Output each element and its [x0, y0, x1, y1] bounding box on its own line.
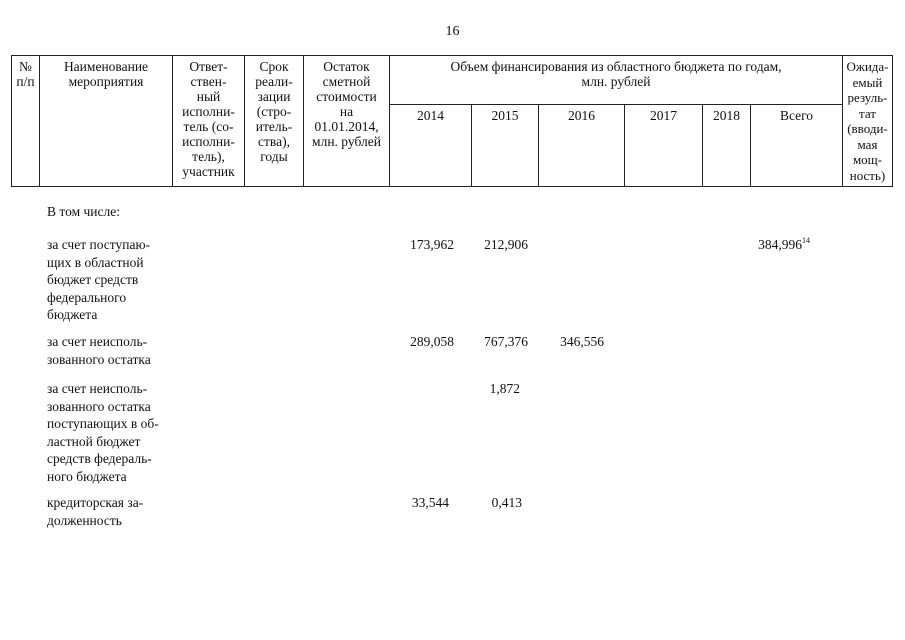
row-payables-2014: 33,544 [411, 495, 449, 510]
header-col-name: Наименование мероприятия [40, 56, 173, 187]
row-unused-balance-2014: 289,058 [410, 334, 454, 349]
row-label-payables: кредиторская за- долженность [47, 495, 144, 528]
row-label-unused-balance: за счет неисполь- зованного остатка [47, 334, 151, 367]
row-payables-2015: 0,413 [491, 495, 522, 510]
section-label: В том числе: [47, 204, 120, 219]
header-col-term: Срок реали- зации (стро- итель- ства), годы [245, 56, 304, 187]
row-unused-balance-2016: 346,556 [560, 334, 604, 349]
header-year-2018: 2018 [703, 105, 751, 187]
footnote-marker: 14 [802, 236, 810, 245]
header-year-2014: 2014 [390, 105, 472, 187]
row-label-federal: за счет поступаю- щих в областной бюджет средств федерального бюджета [47, 237, 151, 323]
header-col-total: Всего [751, 105, 843, 187]
row-federal-2014: 173,962 [410, 237, 454, 252]
header-year-2017: 2017 [625, 105, 703, 187]
header-col-number: № п/п [12, 56, 40, 187]
header-col-responsible: Ответ- ствен- ный исполни- тель (со- исполни- тель), участник [173, 56, 245, 187]
row-unused-balance-2015: 767,376 [484, 334, 528, 349]
header-col-financing: Объем финансирования из областного бюджета по годам, млн. рублей [390, 56, 843, 105]
header-col-result: Ожида- емый резуль- тат (вводи- мая мощ- ность) [843, 56, 893, 187]
header-year-2015: 2015 [472, 105, 539, 187]
row-federal-total-value: 384,996 [758, 237, 802, 252]
row-federal-2015: 212,906 [484, 237, 528, 252]
header-col-balance: Остаток сметной стоимости на 01.01.2014, млн. рублей [304, 56, 390, 187]
page-number: 16 [445, 24, 460, 39]
row-label-unused-federal: за счет неисполь- зованного остатка поступающих в об- ластной бюджет средств федераль- ного бюджета [47, 381, 159, 484]
table-header [11, 55, 893, 187]
header-year-2016: 2016 [539, 105, 625, 187]
row-federal-total [742, 236, 810, 254]
row-unused-federal-2015: 1,872 [489, 381, 520, 396]
